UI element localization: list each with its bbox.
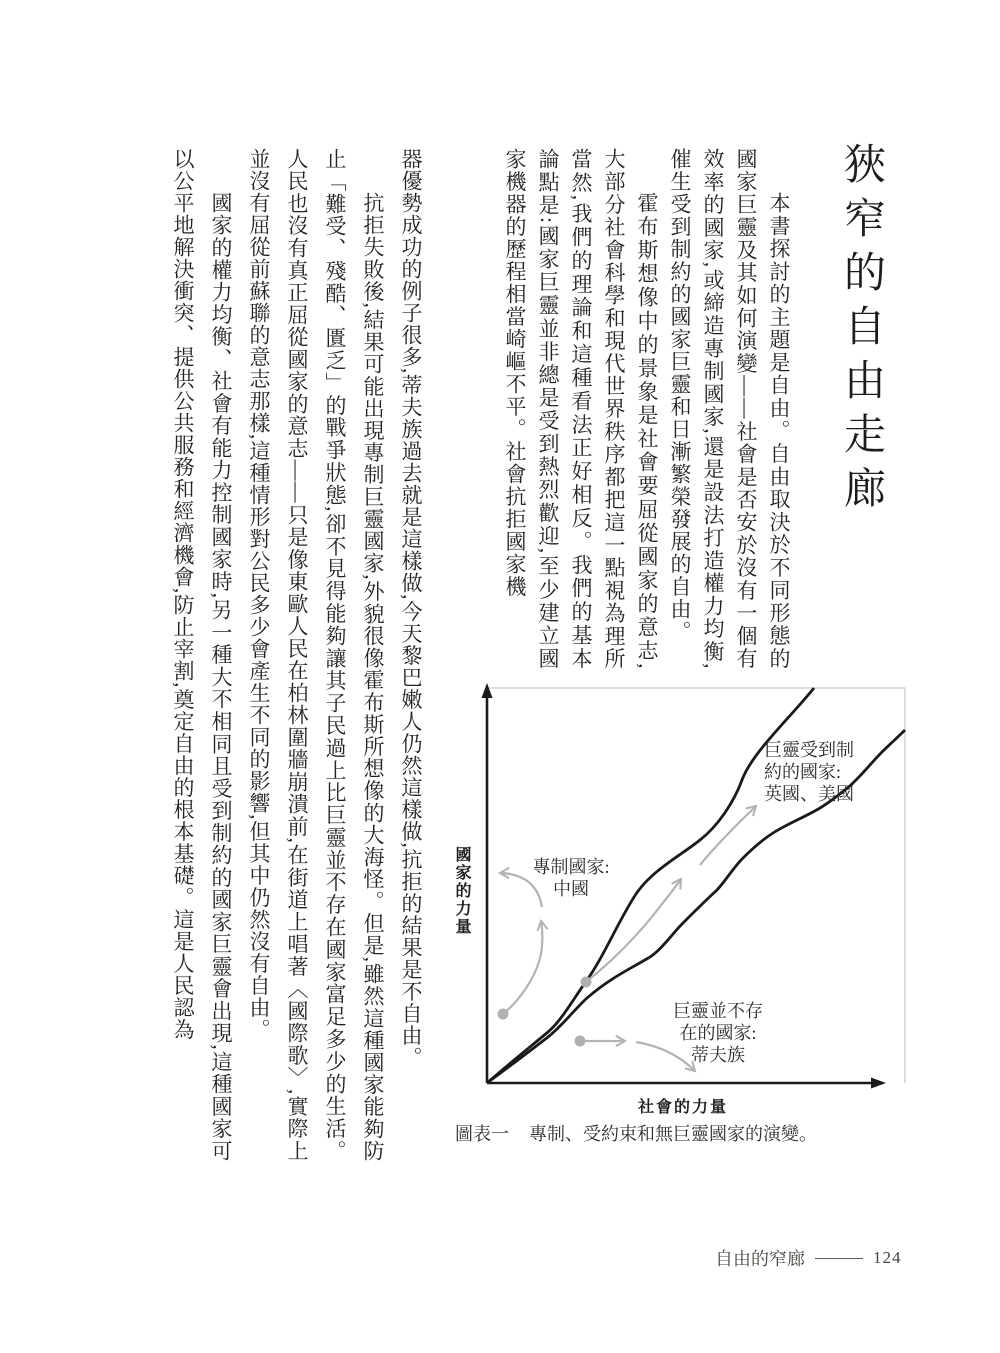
x-axis-label: 社會的力量 (637, 1099, 728, 1116)
paragraph: 國家的權力均衡、社會有能力控制國家時,另一種大不相同且受到制約的國家巨靈會出現,這種國家可以公平地解決衝突、提供公共服務和經濟機會,防止宰割,奠定自由的根本基礎。這是人民認為 (171, 148, 233, 1162)
figure-caption (455, 1120, 817, 1146)
y-axis-label: 國家的力量 (453, 846, 470, 936)
footer-rule (815, 1258, 863, 1259)
paragraph: 霍布斯想像中的景象是社會要屈從國家的意志,大部分社會科學和現代世界秩序都把這一點視為理所當然,我們的理論和這種看法正好相反。我們的基本論點是:國家巨靈並非總是受到熱烈歡迎,至少建立國家機器的歷程相當崎嶇不平。社會抗拒國家機 (503, 148, 659, 670)
label-despotic-leviathan: 專制國家: 中國 (532, 857, 610, 899)
label-constrained-leviathan: 巨靈受到制 約的國家: 英國、美國 (764, 740, 854, 804)
footer-page-number: 124 (873, 1248, 902, 1267)
chapter-title: 狹窄的自由走廊 (838, 142, 884, 520)
y-axis-arrowhead (482, 683, 493, 698)
x-axis-arrowhead (871, 1078, 886, 1089)
page-footer (715, 1245, 902, 1271)
label-absent-leviathan: 巨靈並不存 在的國家: 蒂夫族 (673, 1001, 763, 1065)
figure-chart (440, 678, 910, 1168)
paragraph: 抗拒失敗後,結果可能出現專制巨靈國家,外貌很像霍布斯所想像的大海怪。但是,雖然這種國家能夠防止「難受、殘酷、匱乏」的戰爭狀態,卻不見得能夠讓其子民過上比巨靈並不存在國家富足多少的生活。人民也沒有真正屈從國家的意志——只是像東歐人民在柏林圍牆崩潰前,在街道上唱著〈國際歌〉,實際上並沒有屈從前蘇聯的意志那樣,這種情形對公民多少會產生不同的影響,但其中仍然沒有自由。 (247, 148, 385, 1162)
paragraph: 本書探討的主題是自由。自由取決於不同形態的國家巨靈及其如何演變——社會是否安於沒有一個有效率的國家,或締造專制國家,還是設法打造權力均衡,催生受到制約的國家巨靈和日漸繁榮發展的自由。 (668, 148, 791, 670)
despotic-arrow-1 (503, 921, 542, 1014)
figure-caption-text: 專制、受約束和無巨靈國家的演變。 (529, 1124, 817, 1144)
body-text-left-block (152, 148, 430, 1162)
corridor-arrow-2 (700, 806, 756, 865)
figure-caption-number: 圖表一 (455, 1124, 509, 1144)
body-text-right-block (461, 148, 795, 670)
paragraph: 器優勢成功的例子很多,蒂夫族過去就是這樣做,今天黎巴嫩人仍然這樣做,抗拒的結果是不自由。 (399, 148, 423, 1069)
footer-book-title: 自由的窄廊 (715, 1249, 805, 1269)
